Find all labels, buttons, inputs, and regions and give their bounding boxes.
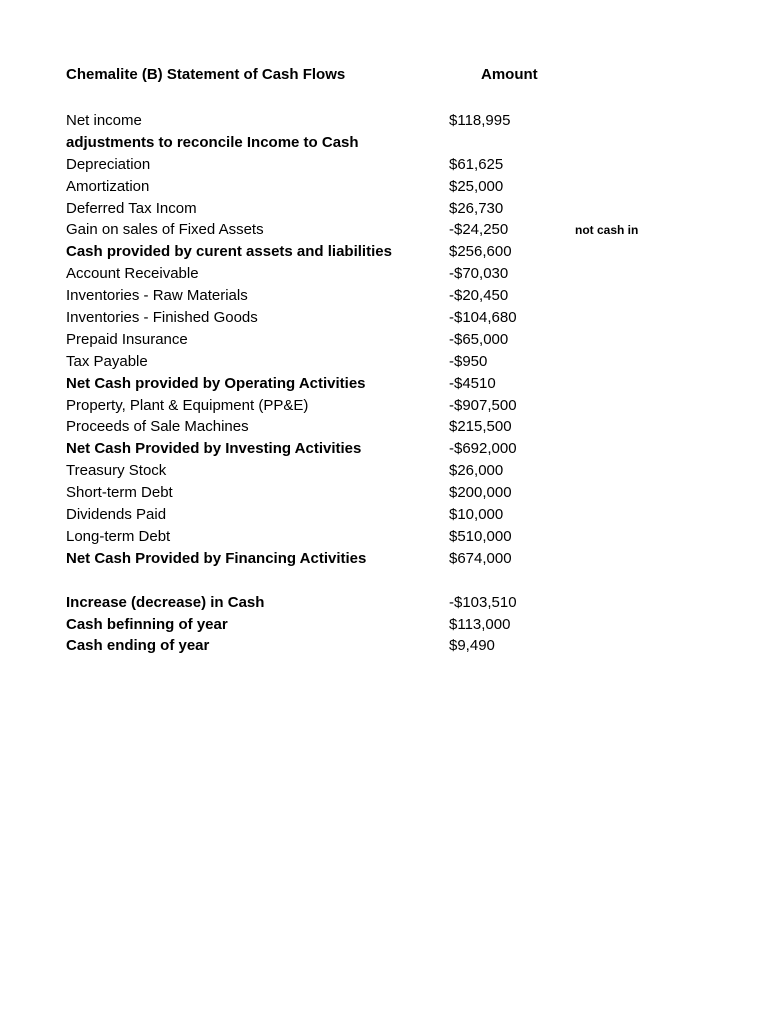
- statement-row: [66, 351, 686, 373]
- row-label: Amortization: [66, 177, 150, 195]
- row-amount: $200,000: [449, 484, 512, 502]
- row-label: Depreciation: [66, 155, 151, 173]
- statement-row: [66, 548, 686, 570]
- row-label: Dividends Paid: [66, 506, 167, 524]
- statement-row: [66, 154, 686, 176]
- row-amount: -$65,000: [449, 330, 509, 348]
- row-note: not cash in: [575, 223, 639, 238]
- statement-row: [66, 176, 686, 198]
- statement-row: [66, 482, 686, 504]
- statement-row: [66, 285, 686, 307]
- row-label: Short-term Debt: [66, 484, 173, 502]
- row-amount: $215,500: [449, 418, 512, 436]
- row-label: Long-term Debt: [66, 527, 171, 545]
- row-label: Inventories - Raw Materials: [66, 287, 248, 305]
- row-amount: $61,625: [449, 155, 504, 173]
- statement-row: [66, 416, 686, 438]
- statement-title: Chemalite (B) Statement of Cash Flows: [66, 66, 346, 83]
- statement-row: [66, 263, 686, 285]
- row-amount: $25,000: [449, 177, 504, 195]
- amount-column-header: Amount: [481, 66, 538, 83]
- row-label: Net Cash provided by Operating Activities: [66, 374, 366, 392]
- row-label: Account Receivable: [66, 265, 199, 283]
- statement-row: [66, 504, 686, 526]
- row-label: Increase (decrease) in Cash: [66, 593, 265, 611]
- row-amount: $256,600: [449, 243, 512, 261]
- blank-row: [66, 570, 686, 592]
- statement-row: [66, 438, 686, 460]
- statement-row: [66, 110, 686, 132]
- row-amount: -$950: [449, 352, 488, 370]
- row-amount: -$4510: [449, 374, 496, 392]
- row-amount: $9,490: [449, 637, 495, 655]
- statement-row: [66, 614, 686, 636]
- row-amount: -$692,000: [449, 440, 517, 458]
- statement-row: [66, 526, 686, 548]
- row-label: Tax Payable: [66, 352, 148, 370]
- row-label: Net Cash Provided by Financing Activities: [66, 549, 367, 567]
- row-label: Gain on sales of Fixed Assets: [66, 221, 264, 239]
- row-label: Treasury Stock: [66, 462, 167, 480]
- row-label: Net income: [66, 112, 142, 129]
- row-amount: -$104,680: [449, 309, 517, 327]
- row-label: adjustments to reconcile Income to Cash: [66, 133, 359, 151]
- row-amount: -$103,510: [449, 593, 517, 611]
- row-label: Inventories - Finished Goods: [66, 309, 258, 327]
- row-amount: -$24,250: [449, 221, 509, 239]
- statement-row: [66, 307, 686, 329]
- row-label: Proceeds of Sale Machines: [66, 418, 249, 436]
- row-amount: $26,000: [449, 462, 504, 480]
- row-amount: $118,995: [449, 112, 511, 129]
- row-amount: $26,730: [449, 199, 504, 217]
- row-amount: $674,000: [449, 549, 512, 567]
- row-label: Deferred Tax Incom: [66, 199, 197, 217]
- statement-row: [66, 460, 686, 482]
- row-amount: -$907,500: [449, 396, 517, 414]
- row-label: Cash provided by curent assets and liabilities: [66, 243, 392, 261]
- row-label: Cash befinning of year: [66, 615, 228, 633]
- statement-row: [66, 395, 686, 417]
- statement-row: [66, 198, 686, 220]
- row-label: Cash ending of year: [66, 637, 210, 655]
- row-label: Net Cash Provided by Investing Activities: [66, 440, 362, 458]
- statement-row: [66, 329, 686, 351]
- statement-rows: [66, 110, 686, 657]
- header-row: [66, 66, 686, 88]
- row-amount: $510,000: [449, 527, 512, 545]
- row-label: Prepaid Insurance: [66, 330, 188, 348]
- row-label: Property, Plant & Equipment (PP&E): [66, 396, 309, 414]
- statement-row: [66, 241, 686, 263]
- statement-row: [66, 635, 686, 657]
- statement-row: [66, 592, 686, 614]
- row-amount: -$70,030: [449, 265, 509, 283]
- statement-row: [66, 132, 686, 154]
- row-amount: $113,000: [449, 615, 511, 633]
- row-amount: -$20,450: [449, 287, 509, 305]
- row-amount: $10,000: [449, 506, 504, 524]
- statement-row: [66, 219, 686, 241]
- statement-row: [66, 373, 686, 395]
